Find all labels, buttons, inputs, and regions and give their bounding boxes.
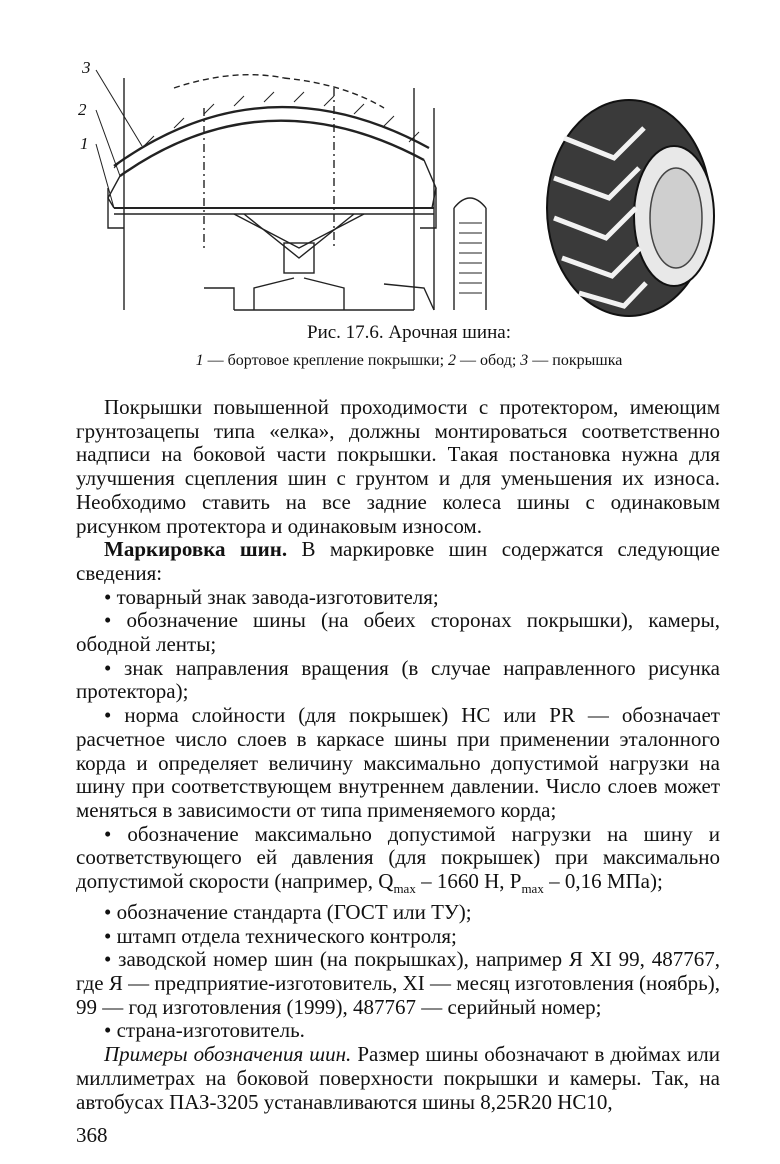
- legend-num-2: 2: [448, 352, 457, 369]
- bullet-serial: • заводской номер шин (на покрышках), например Я XI 99, 487767, где Я — предприятие-изготовитель, XI — месяц изготовления (ноябрь), 99 — год изготовления (1999), 487767 — серийный номер;: [76, 947, 720, 1019]
- callout-2: 2: [78, 100, 87, 119]
- legend-num-3: 3: [520, 352, 529, 369]
- max-load-text-b: – 1660 Н, P: [415, 869, 522, 894]
- paragraph-tires: Покрышки повышенной проходимости с протектором, имеющим грунтозацепы типа «елка», должны монтироваться соответственно надписи на боковой части покрышки. Такая постановка нужна для улучшения сцепления шин с грунтом и для уменьшения их износа. Необходимо ставить на все задние колеса шины с одинаковым рисунком протектора и одинаковым износом.: [76, 395, 720, 538]
- bullet-designation: • обозначение шины (на обеих сторонах покрышки), камеры, ободной ленты;: [76, 608, 720, 657]
- paragraph-examples: [76, 1043, 720, 1114]
- max-load-sub-p: max: [521, 881, 544, 897]
- max-load-sub-q: max: [393, 881, 416, 897]
- max-load-text-a: • обозначение максимально допустимой нагрузки на шину и соответствующего ей давления (для покрышек) при максимально допустимой скорости (например, Q: [76, 821, 720, 894]
- max-load-text-c: – 0,16 МПа);: [543, 869, 663, 894]
- figure-title: Рис. 17.6. Арочная шина:: [307, 322, 511, 343]
- figure-arch-tire: [78, 48, 734, 318]
- bullet-rotation: • знак направления вращения (в случае направленного рисунка протектора);: [76, 655, 720, 704]
- body-text: [76, 396, 720, 1114]
- paragraph-examples-text: Размер шины обозначают в дюймах или миллиметрах на боковой поверхности покрышки и камеры. Так, на автобусах ПАЗ-3205 устанавливаются шины 8,25R20 НС10,: [76, 1042, 721, 1114]
- arch-tire-photo: [547, 100, 714, 316]
- legend-text-1: — бортовое крепление покрышки;: [203, 352, 449, 369]
- legend-text-2: — обод;: [456, 352, 521, 369]
- legend-num-1: 1: [195, 352, 204, 369]
- bullet-standard: • обозначение стандарта (ГОСТ или ТУ);: [104, 899, 472, 924]
- paragraph-marking-text: В маркировке шин содержатся следующие сведения:: [76, 537, 720, 585]
- page-number: 368: [76, 1123, 108, 1147]
- bullet-country: • страна-изготовитель.: [104, 1018, 305, 1043]
- bullet-max-load: [76, 823, 720, 901]
- arch-tire-drawing: [84, 48, 734, 318]
- figure-legend: [84, 352, 734, 370]
- paragraph-marking: [76, 538, 720, 585]
- bullet-trademark: • товарный знак завода-изготовителя;: [104, 584, 439, 609]
- heading-marking: Маркировка шин.: [104, 537, 288, 562]
- callout-3: 3: [82, 58, 91, 77]
- heading-examples: Примеры обозначения шин.: [104, 1042, 352, 1067]
- legend-text-3: — покрышка: [528, 352, 623, 369]
- bullet-qc-stamp: • штамп отдела технического контроля;: [104, 923, 457, 948]
- bullet-ply-rating: • норма слойности (для покрышек) НС или PR — обозначает расчетное число слоев в каркасе шины при применении эталонного корда и определяет величину максимально допустимой нагрузки на шину при соответствующем внутреннем давлении. Число слоев может меняться в зависимости от типа применяемого корда;: [76, 703, 720, 822]
- callout-1: 1: [80, 134, 89, 153]
